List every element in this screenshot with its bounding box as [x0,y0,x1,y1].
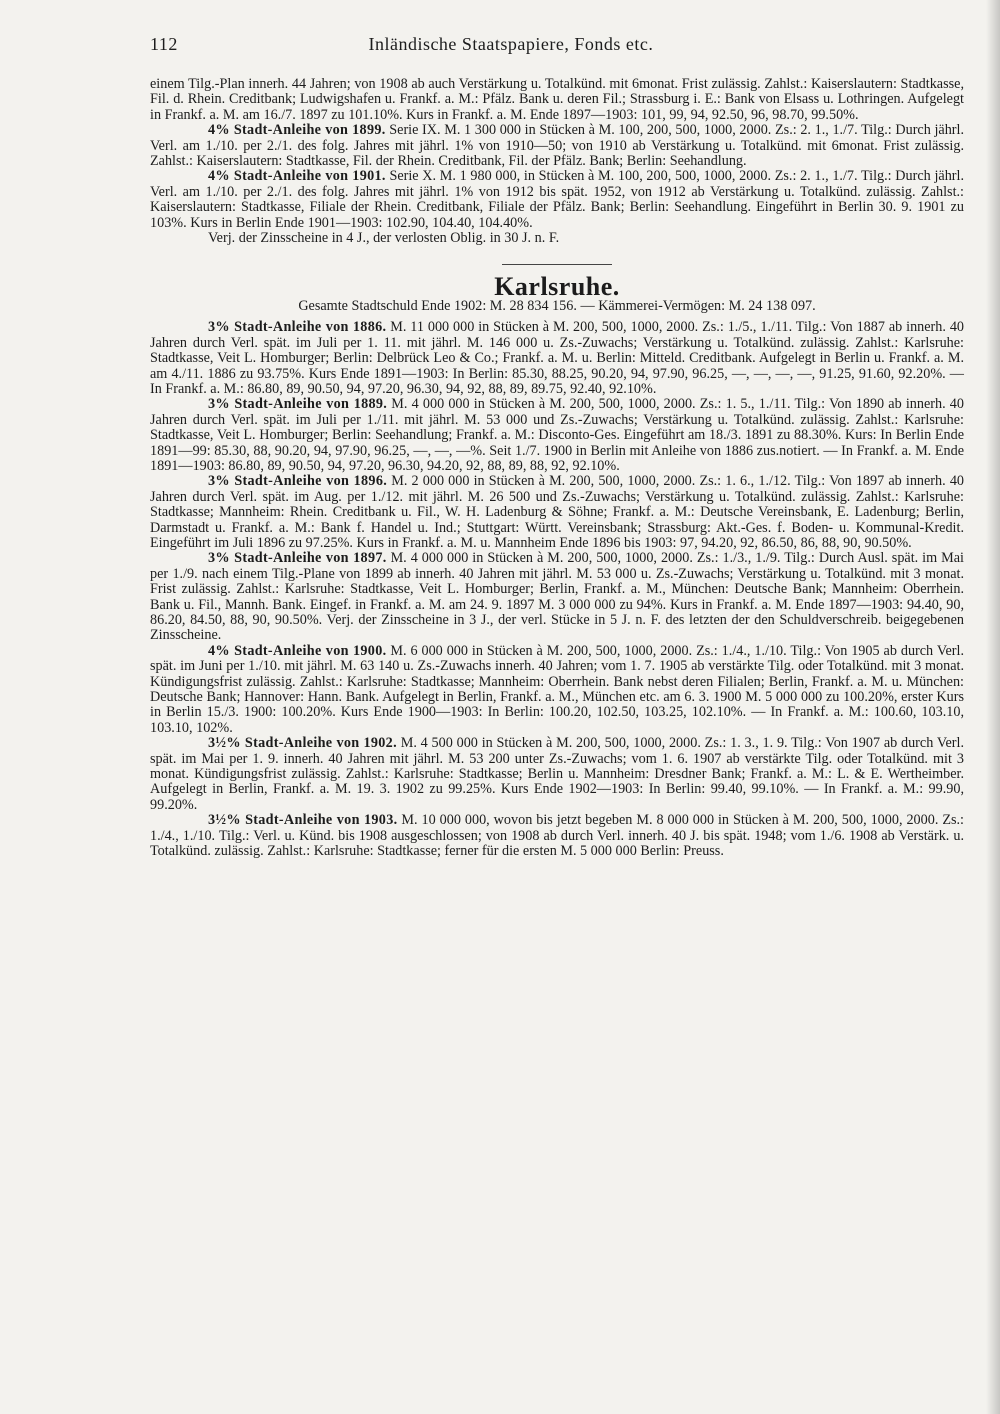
loan-1902-title: 3½% Stadt-Anleihe von 1902. [208,735,397,752]
loan-1903-title: 3½% Stadt-Anleihe von 1903. [208,812,398,829]
entry-loan-1899 [150,123,964,169]
page-edge-shadow [986,0,1000,1414]
entry-loan-1902 [150,736,964,813]
entry-loan-1901 [150,169,964,231]
entry-loan-1900 [150,644,964,736]
entry-loan-1886 [150,320,964,397]
loan-1886-text: M. 11 000 000 in Stücken à M. 200, 500, 1000, 2000. Zs.: 1./5., 1./11. Tilg.: Von 1887 ab innerh. 40 Jahren durch Verl. spät. im Juli per 1. 11. mit jährl. M. 146 000 u. Zs.-Zuwachs; Verstärkung u. Totalkünd. zulässig. Zahlst.: Karlsruhe: Stadtkasse, Veit L. Homburger; Berlin: Delbrück Leo & Co.; Frankf. a. M. u. Berlin: Mitteld. Creditbank. Aufgelegt in Berlin u. Frankf. a. M. am 4./11. 1886 zu 93.75%. Kurs Ende 1891—1903: In Berlin: 85.30, 88.25, 90.20, 94, 97.90, 96.25, —, —, —, —, 91.25, 91.60, 92.20%. — In Frankf. a. M.: 86.80, 89, 90.50, 94, 97.20, 96.30, 94, 92, 88, 89, 89.75, 92.40, 92.10%. [150,319,965,397]
loan-1902-text: M. 4 500 000 in Stücken à M. 200, 500, 1000, 2000. Zs.: 1. 3., 1. 9. Tilg.: Von 1907 ab durch Verl. spät. im Mai per 1. 9. innerh. 40 Jahren mit jährl. M. 53 200 unter Zs.-Zuwachs; vom 1. 6. 1907 ab verstärkte Tilg. oder Totalkünd. mit 3 monat. Kündigungsfrist zulässig. Zahlst.: Karlsruhe: Stadtkasse; Berlin u. Mannheim: Dresdner Bank; Frankf. a. M.: L. & E. Wertheimber. Aufgelegt in Berlin, Frankf. a. M. 19. 3. 1902 zu 99.25%. Kurs Ende 1902—1903: In Berlin: 99.40, 99.10%. — In Frankf. a. M.: 99.90, 99.20%. [150,735,965,813]
city-heading: Karlsruhe. [494,272,620,302]
loan-1886-title: 3% Stadt-Anleihe von 1886. [208,319,387,336]
page-header [150,34,964,55]
entry-loan-1889 [150,397,964,474]
loan-1901-title: 4% Stadt-Anleihe von 1901. [208,168,386,185]
loan-1900-title: 4% Stadt-Anleihe von 1900. [208,642,387,659]
loan-1899-text: Serie IX. M. 1 300 000 in Stücken à M. 100, 200, 500, 1000, 2000. Zs.: 2. 1., 1./7. Tilg.: Durch jährl. Verl. am 1./10. per 2./1. des folg. Jahres mit jährl. 1% von 1910—50; von 1910 ab Verstärkung u. Totalkünd. mit 6monat. Frist zulässig. Zahlst.: Kaiserslautern: Stadtkasse, Fil. der Rhein. Creditbank, Fil. der Pfälz. Bank; Berlin: Seehandlung. [150,122,965,170]
loan-1889-text: M. 4 000 000 in Stücken à M. 200, 500, 1000, 2000. Zs.: 1. 5., 1./11. Tilg.: Von 1890 ab innerh. 40 Jahren durch Verl. spät. im Juli per 1./11. mit jährl. M. 53 000 und Zs.-Zuwachs; Verstärkung u. Totalkünd. zulässig. Zahlst.: Karlsruhe: Stadtkasse, Veit L. Homburger; Berlin: Seehandlung; Frankf. a. M.: Disconto-Ges. Eingeführt am 18./3. 1891 zu 88.30%. Kurs: In Berlin Ende 1891—99: 85.30, 88, 90.20, 94, 97.90, 96.25, —, —, —%. Seit 1./7. 1900 in Berlin mit Anleihe von 1886 zus.notiert. — In Frankf. a. M. Ende 1891—1903: 86.80, 89, 90.50, 94, 97.20, 96.30, 94.20, 92, 88, 89, 88, 92, 92.10%. [150,396,964,474]
loan-1899-title: 4% Stadt-Anleihe von 1899. [208,122,386,139]
loan-1896-title: 3% Stadt-Anleihe von 1896. [208,473,388,490]
verjaehrung-note: Verj. der Zinsscheine in 4 J., der verlosten Oblig. in 30 J. n. F. [208,230,560,247]
body-text [150,77,964,860]
loan-1901-text: Serie X. M. 1 980 000, in Stücken à M. 100, 200, 500, 1000, 2000. Zs.: 2. 1., 1./7. Tilg.: Durch jährl. Verl. am 1./10. per 2./1. des folg. Jahres mit jährl. 1% von 1912 bis spät. 1952, von 1912 ab Verstärkung u. Totalkünd. zulässig. Zahlst.: Kaiserslautern: Stadtkasse, Filiale der Rhein. Creditbank, Filiale der Pfälz. Bank; Berlin: Seehandlung. Eingeführt in Berlin 30. 9. 1901 zu 103%. Kurs in Berlin Ende 1901—1903: 102.90, 104.40, 104.40%. [150,168,965,231]
entry-loan-1897 [150,551,964,643]
loan-1889-title: 3% Stadt-Anleihe von 1889. [208,396,388,413]
entry-loan-1903 [150,813,964,859]
loan-1903-text: M. 10 000 000, wovon bis jetzt begeben M. 8 000 000 in Stücken à M. 200, 500, 1000, 2000. Zs.: 1./4., 1./10. Tilg.: Verl. u. Künd. bis 1908 ausgeschlossen; von 1908 ab durch Verl. innerh. 40 J. bis spät. 1948; vom 1./6. 1908 ab Verstärk. u. Totalkünd. zulässig. Zahlst.: Karlsruhe: Stadtkasse; ferner für die ersten M. 5 000 000 Berlin: Preuss. [150,812,964,860]
city-debt-summary: Gesamte Stadtschuld Ende 1902: M. 28 834 156. — Kämmerei-Vermögen: M. 24 138 097. [298,297,816,314]
kaiserslautern-continuation: einem Tilg.-Plan innerh. 44 Jahren; von 1908 ab auch Verstärkung u. Totalkünd. mit 6monat. Frist zulässig. Zahlst.: Kaiserslautern: Stadtkasse, Fil. d. Rhein. Creditbank; Ludwigshafen u. Frankf. a. M.: Pfälz. Bank u. deren Fil.; Strassburg i. E.: Bank von Elsass u. Lothringen. Aufgelegt in Frankf. a. M. am 16./7. 1897 zu 101.10%. Kurs in Frankf. a. M. Ende 1897—1903: 101, 99, 94, 92.50, 96, 98.70, 99.50%. [150,76,964,123]
page-number: 112 [150,34,178,54]
entry-loan-1896 [150,474,964,551]
loan-1897-text: M. 4 000 000 in Stücken à M. 200, 500, 1000, 2000. Zs.: 1./3., 1./9. Tilg.: Durch Ausl. spät. im Mai per 1./9. nach einem Tilg.-Plane von 1899 ab innerh. 40 Jahren mit jährl. M. 53 000 u. Zs.-Zuwachs; Verstärkung u. Totalkünd. mit 3 monat. Frist zulässig. Zahlst.: Karlsruhe: Stadtkasse, Veit L. Homburger; Berlin, Frankf. a. M., München: Deutsche Bank; Mannheim: Oberrhein. Bank u. Fil., Mannh. Bank. Eingef. in Frankf. a. M. am 24. 9. 1897 M. 3 000 000 zu 94%. Kurs in Frankf. a. M. Ende 1897—1903: 94.40, 90, 86.20, 84.50, 88, 90, 90.50%. Verj. der Zinsscheine in 3 J., der verl. Stücke in 5 J. n. F. des letzten der den Schuldverschreib. beigegebenen Zinsscheine. [150,550,964,644]
loan-1897-title: 3% Stadt-Anleihe von 1897. [208,550,387,567]
loan-1896-text: M. 2 000 000 in Stücken à M. 200, 500, 1000, 2000. Zs.: 1. 6., 1./12. Tilg.: Von 1897 ab innerh. 40 Jahren durch Verl. spät. im Aug. per 1./12. mit jährl. M. 26 500 und Zs.-Zuwachs; Verstärkung u. Totalkünd. zulässig. Zahlst.: Karlsruhe: Stadtkasse; Mannheim: Rhein. Creditbank u. Fil., W. H. Ladenburg & Söhne; Frankf. a. M.: Deutsche Vereinsbank, E. Ladenburg; Berlin, Darmstadt u. Frankf. a. M.: Bank f. Handel u. Ind.; Stuttgart: Württ. Vereinsbank; Strassburg: Akt.-Ges. f. Boden- u. Kommunal-Kredit. Eingeführt im Juli 1896 zu 97.25%. Kurs in Frankf. a. M. u. Mannheim Ende 1896 bis 1903: 97, 94.20, 92, 86.50, 86, 88, 90, 90.50%. [150,473,965,551]
running-title: Inländische Staatspapiere, Fonds etc. [368,34,654,54]
loan-1900-text: M. 6 000 000 in Stücken à M. 200, 500, 1000, 2000. Zs.: 1./4., 1./10. Tilg.: Von 1905 ab durch Verl. spät. im Juni per 1./10. mit jährl. M. 63 140 u. Zs.-Zuwachs innerh. 40 Jahren; vom 1. 7. 1905 ab verstärkte Tilg. oder Totalkünd. mit 3 monat. Kündigungsfrist zulässig. Zahlst.: Karlsruhe: Stadtkasse; Mannheim: Oberrhein. Bank nebst deren Filialen; Berlin, Frankf. a. M. u. München: Deutsche Bank; Hannover: Hann. Bank. Aufgelegt in Berlin, Frankf. a. M., München etc. am 6. 3. 1900 M. 5 000 000 zu 100.20%, erster Kurs in Berlin 15./3. 1900: 100.20%. Kurs Ende 1900—1903: In Berlin: 100.20, 102.50, 103.25, 102.10%. — In Frankf. a. M.: 100.60, 103.10, 103.10, 102%. [150,642,965,736]
section-divider [502,264,612,265]
